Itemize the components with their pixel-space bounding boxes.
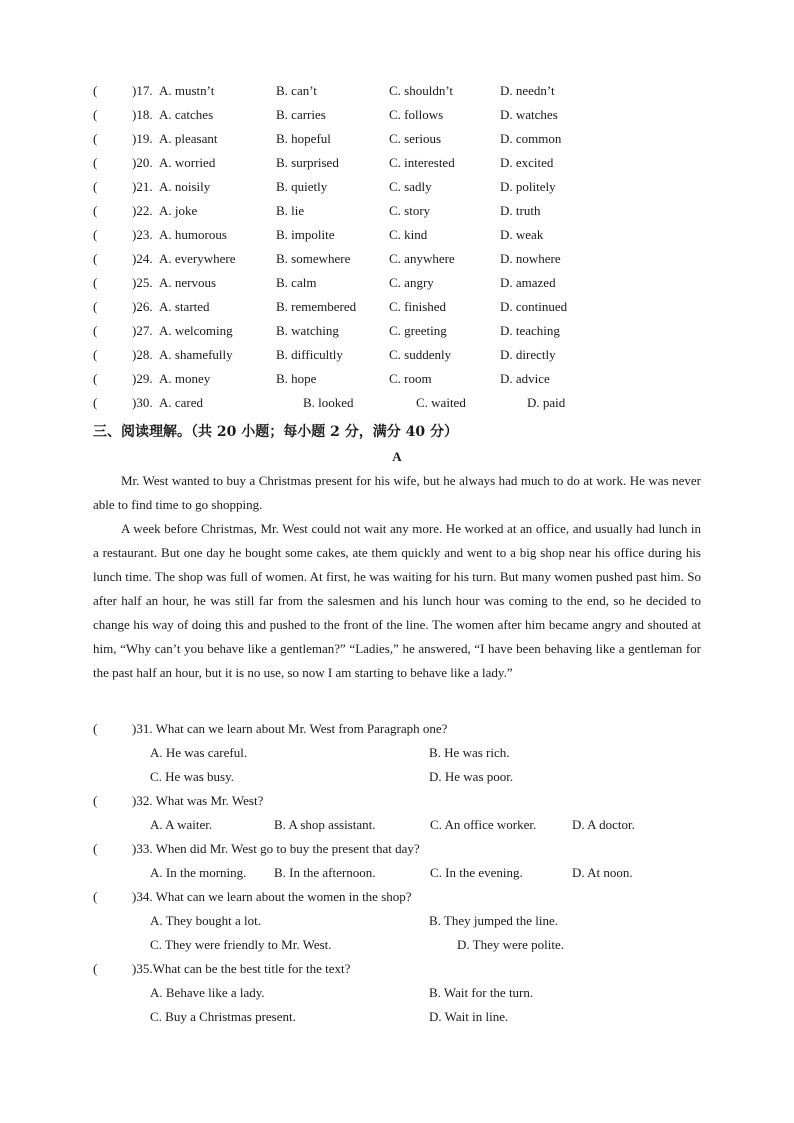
item-number: )21.: [132, 179, 153, 194]
option-d: D. watches: [500, 107, 558, 122]
option-d: D. excited: [500, 155, 554, 170]
option-b: B. surprised: [276, 155, 339, 170]
option-b: B. quietly: [276, 179, 328, 194]
option-a: A. welcoming: [159, 323, 233, 338]
option-b: B. remembered: [276, 299, 357, 314]
option-a: A. cared: [159, 395, 204, 410]
option-b: B. In the afternoon.: [274, 865, 376, 880]
option-a: A. joke: [159, 203, 198, 218]
option-a: A. pleasant: [159, 131, 218, 146]
option-d: D. needn’t: [500, 83, 555, 98]
option-c: C. follows: [389, 107, 444, 122]
question-text: )33. When did Mr. West go to buy the present that day?: [132, 841, 420, 856]
option-b: B. He was rich.: [429, 745, 510, 760]
option-d: D. continued: [500, 299, 568, 314]
option-a: A. In the morning.: [150, 865, 247, 880]
option-c: C. anywhere: [389, 251, 455, 266]
option-b: B. impolite: [276, 227, 335, 242]
section-title: 三、阅读理解。（共 20 小题；每小题 2 分，满分 40 分）: [93, 424, 458, 440]
answer-paren: (: [93, 155, 98, 170]
item-number: )23.: [132, 227, 153, 242]
item-number: )17.: [132, 83, 153, 98]
option-d: D. They were polite.: [457, 937, 564, 952]
option-b: B. Wait for the turn.: [429, 985, 534, 1000]
answer-paren: (: [93, 323, 98, 338]
option-c: C. story: [389, 203, 431, 218]
option-d: D. advice: [500, 371, 550, 386]
option-b: B. hopeful: [276, 131, 331, 146]
option-c: C. waited: [416, 395, 466, 410]
item-number: )27.: [132, 323, 153, 338]
option-b: B. can’t: [276, 83, 317, 98]
answer-paren: (: [93, 83, 98, 98]
option-c: C. greeting: [389, 323, 447, 338]
option-d: D. politely: [500, 179, 556, 194]
option-d: D. A doctor.: [572, 817, 635, 832]
option-d: D. Wait in line.: [429, 1009, 509, 1024]
option-c: C. shouldn’t: [389, 83, 454, 98]
answer-paren: (: [93, 275, 98, 290]
option-c: C. finished: [389, 299, 447, 314]
option-b: B. lie: [276, 203, 305, 218]
option-d: D. teaching: [500, 323, 560, 338]
question-text: )35.What can be the best title for the text?: [132, 961, 351, 976]
option-d: D. He was poor.: [429, 769, 514, 784]
option-b: B. They jumped the line.: [429, 913, 559, 928]
option-d: D. nowhere: [500, 251, 561, 266]
item-number: )22.: [132, 203, 153, 218]
option-a: A. shamefully: [159, 347, 233, 362]
option-c: C. suddenly: [389, 347, 452, 362]
answer-paren: (: [93, 107, 98, 122]
answer-paren: (: [93, 889, 98, 904]
option-b: B. somewhere: [276, 251, 351, 266]
answer-paren: (: [93, 961, 98, 976]
option-a: A. A waiter.: [150, 817, 213, 832]
answer-paren: (: [93, 131, 98, 146]
option-b: B. looked: [303, 395, 354, 410]
item-number: )30.: [132, 395, 153, 410]
option-a: A. catches: [159, 107, 214, 122]
answer-paren: (: [93, 841, 98, 856]
answer-paren: (: [93, 179, 98, 194]
option-a: A. money: [159, 371, 211, 386]
option-a: A. He was careful.: [150, 745, 248, 760]
option-a: A. Behave like a lady.: [150, 985, 265, 1000]
option-c: C. He was busy.: [150, 769, 235, 784]
item-number: )28.: [132, 347, 153, 362]
answer-paren: (: [93, 299, 98, 314]
option-a: A. everywhere: [159, 251, 236, 266]
item-number: )26.: [132, 299, 153, 314]
item-number: )24.: [132, 251, 153, 266]
option-c: C. room: [389, 371, 432, 386]
option-a: A. They bought a lot.: [150, 913, 261, 928]
item-number: )18.: [132, 107, 153, 122]
option-b: B. A shop assistant.: [274, 817, 376, 832]
option-c: C. kind: [389, 227, 428, 242]
option-c: C. sadly: [389, 179, 432, 194]
answer-paren: (: [93, 395, 98, 410]
question-text: )31. What can we learn about Mr. West from Paragraph one?: [132, 721, 448, 736]
passage-paragraph-2: A week before Christmas, Mr. West could not wait any more. He worked at an office, and usually had lunch in a restaurant. But one day he bought some cakes, ate them quickly and went to a big shop near his office during his lunch time. The shop was full of women. At first, he was waiting for his turn. But many women pushed past him. So after half an hour, he was still far from the salesmen and his lunch hour was coming to the end, so he decided to change his way of doing this and pushed to the front of the line. The women after him became angry and shouted at him, “Why can’t you behave like a gentleman?” “Ladies,” he answered, “I have been behaving like a gentleman for the past half an hour, but it is no use, so now I am starting to behave like a lady.”: [93, 521, 701, 680]
option-d: D. directly: [500, 347, 556, 362]
option-d: D. truth: [500, 203, 541, 218]
option-d: D. amazed: [500, 275, 556, 290]
option-b: B. calm: [276, 275, 317, 290]
option-a: A. noisily: [159, 179, 211, 194]
answer-paren: (: [93, 203, 98, 218]
item-number: )25.: [132, 275, 153, 290]
option-b: B. watching: [276, 323, 339, 338]
option-b: B. hope: [276, 371, 317, 386]
option-c: C. Buy a Christmas present.: [150, 1009, 296, 1024]
option-c: C. In the evening.: [430, 865, 523, 880]
option-a: A. humorous: [159, 227, 227, 242]
option-c: C. angry: [389, 275, 434, 290]
option-c: C. interested: [389, 155, 455, 170]
question-text: )34. What can we learn about the women in the shop?: [132, 889, 412, 904]
answer-paren: (: [93, 371, 98, 386]
passage-label: A: [392, 449, 402, 464]
answer-paren: (: [93, 793, 98, 808]
question-text: )32. What was Mr. West?: [132, 793, 264, 808]
option-b: B. difficultly: [276, 347, 343, 362]
option-a: A. worried: [159, 155, 216, 170]
answer-paren: (: [93, 347, 98, 362]
option-a: A. nervous: [159, 275, 217, 290]
option-d: D. At noon.: [572, 865, 633, 880]
item-number: )19.: [132, 131, 153, 146]
option-d: D. weak: [500, 227, 544, 242]
option-c: C. They were friendly to Mr. West.: [150, 937, 332, 952]
option-a: A. started: [159, 299, 210, 314]
option-a: A. mustn’t: [159, 83, 215, 98]
option-c: C. serious: [389, 131, 441, 146]
item-number: )20.: [132, 155, 153, 170]
option-d: D. paid: [527, 395, 566, 410]
answer-paren: (: [93, 721, 98, 736]
option-d: D. common: [500, 131, 562, 146]
answer-paren: (: [93, 227, 98, 242]
passage-paragraph-1: Mr. West wanted to buy a Christmas present for his wife, but he always had much to do at work. He was never able to find time to go shopping.: [93, 473, 701, 512]
option-c: C. An office worker.: [430, 817, 537, 832]
item-number: )29.: [132, 371, 153, 386]
option-b: B. carries: [276, 107, 326, 122]
answer-paren: (: [93, 251, 98, 266]
